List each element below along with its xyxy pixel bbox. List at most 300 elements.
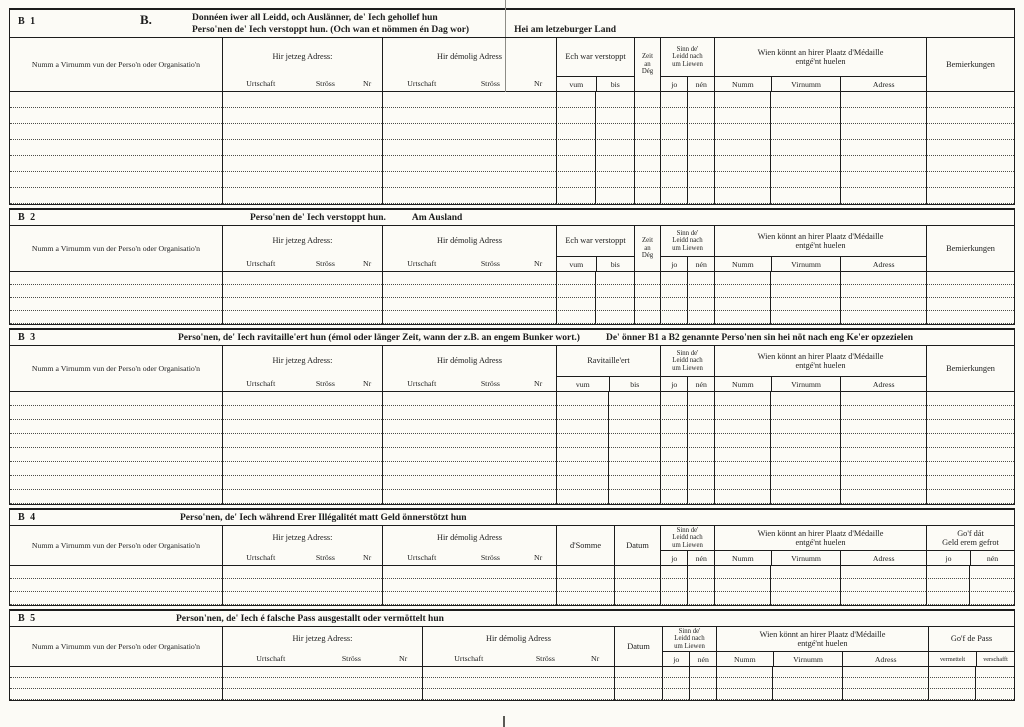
pass-obtained-subheaders xyxy=(929,651,1014,666)
cell-name xyxy=(10,448,222,462)
cell-medal-adress xyxy=(840,579,926,592)
subheader-stross: Ströss xyxy=(480,553,500,562)
cell-former-address xyxy=(382,420,556,434)
cell-nen xyxy=(689,678,716,689)
title-right: Hei am letzeburger Land xyxy=(514,25,617,35)
medal-line-1: Wien könnt an hirer Plaatz d'Médaille xyxy=(757,231,884,241)
cell-jo xyxy=(660,592,687,605)
subheader-verschafft: verschafft xyxy=(976,652,1014,666)
money-returned-subheaders xyxy=(927,550,1014,565)
cell-bis xyxy=(608,420,660,434)
cell-remarks xyxy=(926,448,1014,462)
still-alive-label xyxy=(661,38,714,76)
cell-jo xyxy=(660,285,687,298)
cell-medal-virnumm xyxy=(770,592,840,605)
cell-remarks xyxy=(926,272,1014,285)
cell-current-address xyxy=(222,172,382,188)
cell-medal-numm xyxy=(714,490,770,504)
cell-remarks xyxy=(926,124,1014,140)
entry-row xyxy=(10,566,1014,579)
subheader-numm: Numm xyxy=(732,553,754,563)
subheader-urtschaft: Urtschaft xyxy=(407,259,437,268)
alive-line-3: um Liewen xyxy=(674,642,705,650)
cell-nen xyxy=(687,406,714,420)
cell-remarks xyxy=(926,392,1014,406)
cell-current-address xyxy=(222,156,382,172)
cell-date xyxy=(614,579,660,592)
cell-former-address xyxy=(382,592,556,605)
cell-medal-adress xyxy=(840,476,926,490)
cell-medal-virnumm xyxy=(770,406,840,420)
cell-bis xyxy=(608,462,660,476)
cell-medal-virnumm xyxy=(770,188,840,204)
cell-bis xyxy=(595,272,634,285)
subheader-adress: Adress xyxy=(840,257,926,271)
subheader-urtschaft: Urtschaft xyxy=(407,79,437,88)
cell-nen xyxy=(687,462,714,476)
name-column-label: Numm a Virnumm vun der Perso'n oder Organisatio'n xyxy=(31,641,201,651)
header-duration-days xyxy=(634,38,660,91)
entry-row xyxy=(10,140,1014,156)
section-title: Perso'nen, de' Iech während Erer Illégalitét matt Geld önnerstötzt hun xyxy=(180,512,467,523)
cell-medal-adress xyxy=(840,490,926,504)
cell-name xyxy=(10,434,222,448)
cell-remarks xyxy=(926,490,1014,504)
cell-date xyxy=(614,592,660,605)
cell-former-address xyxy=(382,311,556,324)
entry-row xyxy=(10,156,1014,172)
cell-vum xyxy=(556,124,595,140)
subheader-adress: Adress xyxy=(840,551,926,565)
subheader-nr: Nr xyxy=(362,553,372,562)
section-b5 xyxy=(9,609,1015,701)
cell-jo xyxy=(660,156,687,172)
cell-nen xyxy=(687,448,714,462)
alive-line-1: Sinn de' xyxy=(676,526,699,534)
cell-former-address xyxy=(382,434,556,448)
cell-former-address xyxy=(382,476,556,490)
section-tag: B 4 xyxy=(18,512,37,523)
cell-vum xyxy=(556,392,608,406)
zeit-word-3: Dég xyxy=(641,252,654,260)
entry-row xyxy=(10,667,1014,678)
name-column-label: Numm a Virnumm vun der Perso'n oder Organisatio'n xyxy=(31,363,201,373)
cell-medal-numm xyxy=(714,448,770,462)
cell-vum xyxy=(556,108,595,124)
section-title: Perso'nen de' Iech verstoppt hun. xyxy=(250,212,386,223)
cell-nen xyxy=(687,92,714,108)
pass-obtained-label: Go'f de Pass xyxy=(950,634,993,644)
cell-name xyxy=(10,272,222,285)
cell-pass-vermettelt xyxy=(928,689,975,700)
zeit-word-3: Dég xyxy=(641,68,654,76)
still-alive-subheaders xyxy=(661,76,714,91)
subheader-nr: Nr xyxy=(362,379,372,388)
zeit-word-2: an xyxy=(644,244,651,252)
cell-vum xyxy=(556,406,608,420)
supplied-period-subheaders xyxy=(557,376,660,391)
header-still-alive xyxy=(660,346,714,391)
cell-former-address xyxy=(382,392,556,406)
header-still-alive xyxy=(660,226,714,271)
hidden-period-label: Ech war verstoppt xyxy=(565,52,626,62)
subheader-numm: Numm xyxy=(732,259,754,269)
subheader-bis: bis xyxy=(609,377,661,391)
subheader-stross: Ströss xyxy=(315,259,335,268)
alive-line-1: Sinn de' xyxy=(676,229,699,237)
alive-line-2: Leidd nach xyxy=(674,635,705,643)
cell-remarks xyxy=(926,420,1014,434)
medal-line-2: entgé'nt huelen xyxy=(795,57,846,66)
cell-pass-vermettelt xyxy=(928,678,975,689)
header-medal-recipient xyxy=(714,526,926,565)
cell-nen xyxy=(689,689,716,700)
cell-nen xyxy=(687,172,714,188)
medal-line-2: entgé'nt huelen xyxy=(795,361,846,370)
cell-vum xyxy=(556,285,595,298)
alive-line-2: Leidd nach xyxy=(672,53,703,61)
section-tag: B 1 xyxy=(18,16,37,27)
entry-row xyxy=(10,689,1014,700)
cell-returned-nen xyxy=(969,566,1014,579)
section-title xyxy=(192,10,1014,36)
cell-medal-adress xyxy=(840,298,926,311)
cell-jo xyxy=(660,172,687,188)
cell-medal-virnumm xyxy=(770,462,840,476)
header-current-address xyxy=(222,226,382,271)
cell-date xyxy=(614,689,662,700)
cell-former-address xyxy=(382,406,556,420)
cell-name xyxy=(10,420,222,434)
header-former-address xyxy=(422,627,614,666)
cell-jo xyxy=(660,462,687,476)
cell-name xyxy=(10,476,222,490)
zeit-word-2: an xyxy=(644,60,651,68)
cell-former-address xyxy=(382,188,556,204)
header-still-alive xyxy=(660,526,714,565)
subheader-nr: Nr xyxy=(362,79,372,88)
former-address-subheaders xyxy=(383,550,556,565)
cell-name xyxy=(10,92,222,108)
cell-zeit xyxy=(634,156,660,172)
cell-bis xyxy=(595,285,634,298)
cell-current-address xyxy=(222,678,422,689)
cell-zeit xyxy=(634,92,660,108)
cell-jo xyxy=(660,566,687,579)
cell-current-address xyxy=(222,188,382,204)
cell-remarks xyxy=(926,406,1014,420)
cell-former-address xyxy=(422,689,614,700)
cell-medal-adress xyxy=(840,108,926,124)
header-former-address xyxy=(382,346,556,391)
header-still-alive xyxy=(660,38,714,91)
cell-medal-virnumm xyxy=(770,92,840,108)
cell-jo xyxy=(660,140,687,156)
cell-nen xyxy=(687,285,714,298)
subheader-urtschaft: Urtschaft xyxy=(256,654,286,663)
subheader-nen: nén xyxy=(687,257,714,271)
former-address-subheaders xyxy=(383,256,556,271)
subheader-stross: Ströss xyxy=(315,379,335,388)
medal-line-2: entgé'nt huelen xyxy=(797,639,848,648)
cell-zeit xyxy=(634,140,660,156)
header-current-address xyxy=(222,38,382,91)
cell-nen xyxy=(687,434,714,448)
header-medal-recipient xyxy=(714,226,926,271)
former-address-label: Hir démolig Adress xyxy=(437,356,502,366)
cell-name xyxy=(10,392,222,406)
header-money-returned xyxy=(926,526,1014,565)
current-address-label: Hir jetzeg Adress: xyxy=(272,52,333,62)
remarks-label: Bemierkungen xyxy=(946,59,995,69)
cell-remarks xyxy=(926,311,1014,324)
cell-medal-adress xyxy=(840,420,926,434)
subheader-vum: vum xyxy=(569,259,584,269)
cell-remarks xyxy=(926,156,1014,172)
cell-medal-numm xyxy=(714,188,770,204)
current-address-label: Hir jetzeg Adress: xyxy=(292,634,353,644)
date-label: Datum xyxy=(627,641,650,651)
cell-bis xyxy=(595,298,634,311)
cell-medal-numm xyxy=(714,476,770,490)
cell-medal-adress xyxy=(840,406,926,420)
cell-remarks xyxy=(926,92,1014,108)
current-address-subheaders xyxy=(223,376,382,391)
cell-medal-virnumm xyxy=(772,678,842,689)
still-alive-label xyxy=(661,226,714,256)
current-address-subheaders xyxy=(223,550,382,565)
cell-bis xyxy=(595,188,634,204)
amount-label: d'Somme xyxy=(570,540,601,550)
cell-medal-adress xyxy=(840,92,926,108)
cell-vum xyxy=(556,434,608,448)
cell-vum xyxy=(556,490,608,504)
cell-bis xyxy=(608,490,660,504)
cell-medal-numm xyxy=(714,92,770,108)
cell-former-address xyxy=(382,490,556,504)
medal-recipient-subheaders xyxy=(715,550,926,565)
subheader-urtschaft: Urtschaft xyxy=(246,259,276,268)
cell-former-address xyxy=(382,462,556,476)
entry-row xyxy=(10,420,1014,434)
cell-medal-adress xyxy=(842,678,928,689)
cell-medal-virnumm xyxy=(770,272,840,285)
section-letter: B. xyxy=(140,12,152,27)
cell-former-address xyxy=(382,140,556,156)
title-line-2: Perso'nen de' Iech verstoppt hun. (Och wan et nömmen én Dag wor) xyxy=(192,25,470,35)
cell-medal-virnumm xyxy=(770,140,840,156)
cell-nen xyxy=(687,490,714,504)
cell-vum xyxy=(556,156,595,172)
cell-nen xyxy=(687,124,714,140)
alive-line-3: um Liewen xyxy=(672,60,703,68)
zeit-word-1: Zeit xyxy=(642,237,653,245)
entry-row xyxy=(10,579,1014,592)
cell-remarks xyxy=(926,476,1014,490)
still-alive-subheaders xyxy=(661,256,714,271)
cell-current-address xyxy=(222,434,382,448)
cell-current-address xyxy=(222,285,382,298)
entry-row xyxy=(10,124,1014,140)
cell-medal-virnumm xyxy=(770,448,840,462)
cell-jo xyxy=(660,108,687,124)
subheader-nr: Nr xyxy=(590,654,600,663)
entry-row xyxy=(10,448,1014,462)
cell-medal-adress xyxy=(842,667,928,678)
entry-row xyxy=(10,311,1014,324)
money-returned-line-1: Go'f dát xyxy=(957,528,984,538)
subheader-urtschaft: Urtschaft xyxy=(407,379,437,388)
medal-line-1: Wien könnt an hirer Plaatz d'Médaille xyxy=(759,629,886,639)
subheader-urtschaft: Urtschaft xyxy=(454,654,484,663)
cell-nen xyxy=(687,592,714,605)
entry-row xyxy=(10,476,1014,490)
alive-line-1: Sinn de' xyxy=(676,349,699,357)
entry-row xyxy=(10,678,1014,689)
entry-row xyxy=(10,272,1014,285)
cell-medal-numm xyxy=(714,298,770,311)
cell-jo xyxy=(660,188,687,204)
subheader-nr: Nr xyxy=(533,259,543,268)
section-b5-entry-area xyxy=(10,667,1014,700)
cell-name xyxy=(10,579,222,592)
medal-recipient-label xyxy=(715,226,926,256)
current-address-subheaders xyxy=(223,76,382,91)
cell-medal-virnumm xyxy=(770,566,840,579)
section-b1 xyxy=(9,8,1015,205)
cell-medal-numm xyxy=(714,140,770,156)
former-address-label: Hir démolig Adress xyxy=(437,52,502,62)
cell-current-address xyxy=(222,490,382,504)
cell-bis xyxy=(595,311,634,324)
cell-nen xyxy=(689,667,716,678)
cell-medal-virnumm xyxy=(770,172,840,188)
header-current-address xyxy=(222,526,382,565)
duration-days-label xyxy=(635,38,660,91)
cell-name xyxy=(10,172,222,188)
entry-row xyxy=(10,172,1014,188)
cell-nen xyxy=(687,188,714,204)
cell-medal-virnumm xyxy=(770,579,840,592)
subheader-urtschaft: Urtschaft xyxy=(246,379,276,388)
cell-medal-adress xyxy=(840,172,926,188)
cell-medal-adress xyxy=(840,434,926,448)
cell-remarks xyxy=(926,172,1014,188)
subheader-nr: Nr xyxy=(533,553,543,562)
name-column-label: Numm a Virnumm vun der Perso'n oder Organisatio'n xyxy=(31,59,201,69)
cell-medal-numm xyxy=(714,156,770,172)
subheader-numm: Numm xyxy=(732,379,754,389)
cell-name xyxy=(10,566,222,579)
former-address-label: Hir démolig Adress xyxy=(437,236,502,246)
supplied-period-label: Ravitaille'ert xyxy=(587,356,630,366)
alive-line-3: um Liewen xyxy=(672,244,703,252)
cell-amount xyxy=(556,592,614,605)
cell-medal-virnumm xyxy=(772,667,842,678)
cell-medal-numm xyxy=(714,285,770,298)
cell-current-address xyxy=(222,448,382,462)
medal-recipient-label xyxy=(715,526,926,550)
cell-medal-virnumm xyxy=(770,108,840,124)
cell-current-address xyxy=(222,667,422,678)
cell-former-address xyxy=(382,448,556,462)
cell-returned-jo xyxy=(926,579,969,592)
cell-bis xyxy=(595,92,634,108)
cell-pass-verschafft xyxy=(975,689,1014,700)
cell-jo xyxy=(660,434,687,448)
cell-nen xyxy=(687,311,714,324)
zeit-word-1: Zeit xyxy=(642,53,653,61)
cell-medal-adress xyxy=(840,156,926,172)
cell-jo xyxy=(660,272,687,285)
cell-remarks xyxy=(926,462,1014,476)
alive-line-2: Leidd nach xyxy=(672,237,703,245)
header-medal-recipient xyxy=(714,346,926,391)
still-alive-subheaders xyxy=(663,651,716,666)
title-right: De' önner B1 a B2 genannte Perso'nen sin hei nöt nach eng Ke'er opzezielen xyxy=(605,332,914,343)
entry-row xyxy=(10,462,1014,476)
header-date xyxy=(614,627,662,666)
subheader-bis: bis xyxy=(596,77,635,91)
medal-line-1: Wien könnt an hirer Plaatz d'Médaille xyxy=(757,528,884,538)
subheader-nr: Nr xyxy=(533,379,543,388)
cell-jo xyxy=(660,490,687,504)
medal-line-2: entgé'nt huelen xyxy=(795,538,846,547)
medal-line-1: Wien könnt an hirer Plaatz d'Médaille xyxy=(757,47,884,57)
cell-medal-virnumm xyxy=(770,420,840,434)
cell-returned-jo xyxy=(926,566,969,579)
cell-zeit xyxy=(634,311,660,324)
header-name-column xyxy=(10,627,222,666)
header-hidden-period xyxy=(556,226,634,271)
cell-medal-numm xyxy=(714,108,770,124)
section-b4 xyxy=(9,508,1015,606)
current-address-subheaders xyxy=(223,256,382,271)
subheader-urtschaft: Urtschaft xyxy=(246,553,276,562)
alive-line-2: Leidd nach xyxy=(672,357,703,365)
cell-returned-nen xyxy=(969,592,1014,605)
cell-former-address xyxy=(422,678,614,689)
header-name-column xyxy=(10,38,222,91)
entry-row xyxy=(10,592,1014,605)
entry-row xyxy=(10,298,1014,311)
cell-current-address xyxy=(222,406,382,420)
subheader-stross: Ströss xyxy=(480,379,500,388)
section-b3-entry-area xyxy=(10,392,1014,504)
cell-medal-adress xyxy=(840,272,926,285)
section-b5-title-row xyxy=(10,611,1014,627)
subheader-stross: Ströss xyxy=(341,654,361,663)
medal-recipient-subheaders xyxy=(715,76,926,91)
cell-medal-numm xyxy=(714,406,770,420)
still-alive-subheaders xyxy=(661,376,714,391)
cell-medal-virnumm xyxy=(770,311,840,324)
cell-name xyxy=(10,462,222,476)
cell-medal-numm xyxy=(714,124,770,140)
cell-jo xyxy=(660,311,687,324)
cell-remarks xyxy=(926,434,1014,448)
subheader-nr: Nr xyxy=(533,79,543,88)
remarks-label: Bemierkungen xyxy=(946,243,995,253)
cell-medal-adress xyxy=(840,311,926,324)
cell-former-address xyxy=(382,285,556,298)
money-returned-line-2: Geld erem gefrot xyxy=(942,538,999,547)
cell-name xyxy=(10,140,222,156)
cell-remarks xyxy=(926,108,1014,124)
column-headers xyxy=(10,627,1014,667)
title-line-1: Donnéen iwer all Leidd, och Auslänner, de' Iech gehollef hun xyxy=(192,13,438,23)
cell-nen xyxy=(687,156,714,172)
